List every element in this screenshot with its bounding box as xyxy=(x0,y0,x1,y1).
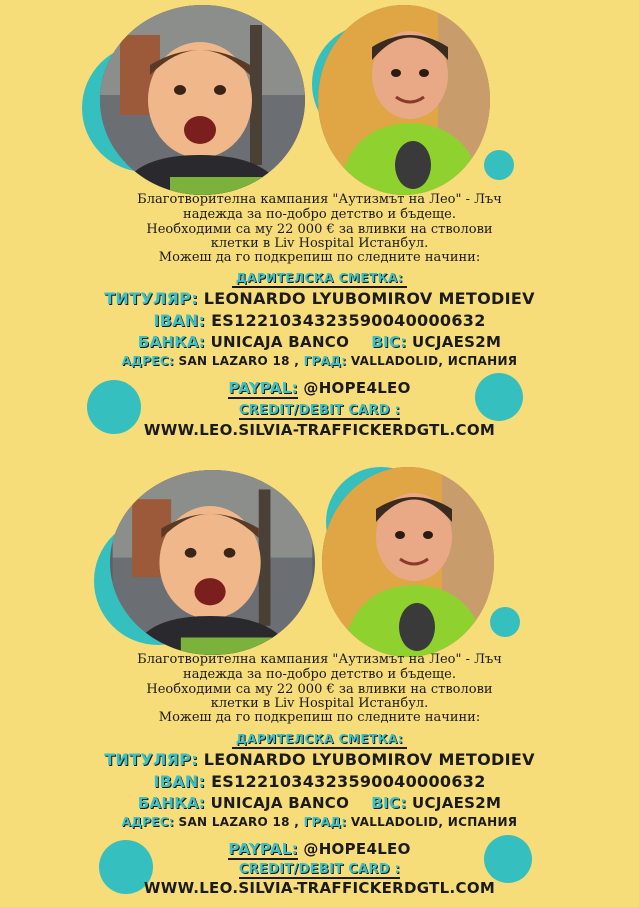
paypal-value[interactable]: @HOPE4LEO xyxy=(303,840,411,858)
city-value: VALLADOLID, ИСПАНИЯ xyxy=(350,815,518,829)
holder-label: ТИТУЛЯР: xyxy=(104,750,198,769)
iban-row xyxy=(0,311,639,330)
bic-value: UCJAES2M xyxy=(412,794,502,812)
card-row xyxy=(0,403,639,418)
paypal-label: PAYPAL: xyxy=(228,840,298,858)
city-label: ГРАД: xyxy=(303,815,347,829)
iban-value: ES1221034323590040000632 xyxy=(211,311,486,330)
card-label: CREDIT/DEBIT CARD : xyxy=(238,403,401,418)
holder-value: LEONARDO LYUBOMIROV METODIEV xyxy=(203,289,535,308)
photo-young-boy-image xyxy=(100,5,305,195)
holder-row xyxy=(0,289,639,308)
address-label: АДРЕС: xyxy=(121,354,175,368)
iban-value: ES1221034323590040000632 xyxy=(211,772,486,791)
campaign-intro-line: Необходими са му 22 000 € за вливки на стволови xyxy=(146,222,493,237)
photo-older-boy xyxy=(322,467,494,657)
address-row xyxy=(0,815,639,829)
iban-row xyxy=(0,772,639,791)
bank-row xyxy=(0,794,639,812)
photo-young-boy xyxy=(110,470,315,655)
website-link[interactable]: WWW.LEO.SILVIA-TRAFFICKERDGTL.COM xyxy=(143,421,496,439)
bank-value: UNICAJA BANCO xyxy=(210,333,350,351)
holder-value: LEONARDO LYUBOMIROV METODIEV xyxy=(203,750,535,769)
campaign-intro-line: Благотворителна кампания "Аутизмът на Лео" - Лъч xyxy=(137,652,502,667)
address-row xyxy=(0,354,639,368)
card-label: CREDIT/DEBIT CARD : xyxy=(238,862,401,877)
bic-value: UCJAES2M xyxy=(412,333,502,351)
website-row xyxy=(0,879,639,897)
photo-older-boy-image xyxy=(322,467,494,657)
flyer-bottom xyxy=(0,455,639,907)
bank-value: UNICAJA BANCO xyxy=(210,794,350,812)
account-header: ДАРИТЕЛСКА СМЕТКА: xyxy=(232,271,407,288)
paypal-label: PAYPAL: xyxy=(228,379,298,397)
decor-circle xyxy=(484,150,514,180)
paypal-value[interactable]: @HOPE4LEO xyxy=(303,379,411,397)
address-value: SAN LAZARO 18 , xyxy=(178,815,300,829)
address-label: АДРЕС: xyxy=(121,815,175,829)
card-row xyxy=(0,862,639,877)
account-header-row xyxy=(0,728,639,749)
city-value: VALLADOLID, ИСПАНИЯ xyxy=(350,354,518,368)
address-value: SAN LAZARO 18 , xyxy=(178,354,300,368)
campaign-intro-line: клетки в Liv Hospital Истанбул. xyxy=(210,696,429,711)
campaign-intro-line: Необходими са му 22 000 € за вливки на стволови xyxy=(146,682,493,697)
campaign-intro-line: надежда за по-добро детство и бъдеще. xyxy=(183,667,456,682)
paypal-row xyxy=(0,840,639,858)
photo-young-boy xyxy=(100,5,305,195)
holder-label: ТИТУЛЯР: xyxy=(104,289,198,308)
campaign-intro-line: клетки в Liv Hospital Истанбул. xyxy=(210,236,429,251)
campaign-intro-line: Можеш да го подкрепиш по следните начини: xyxy=(158,250,481,265)
bank-row xyxy=(0,333,639,351)
bic-label: BIC: xyxy=(371,333,407,351)
bank-label: БАНКА: xyxy=(137,794,206,812)
campaign-intro-line: Можеш да го подкрепиш по следните начини: xyxy=(158,710,481,725)
holder-row xyxy=(0,750,639,769)
website-link[interactable]: WWW.LEO.SILVIA-TRAFFICKERDGTL.COM xyxy=(143,879,496,897)
website-row xyxy=(0,421,639,439)
account-header: ДАРИТЕЛСКА СМЕТКА: xyxy=(232,732,407,749)
city-label: ГРАД: xyxy=(303,354,347,368)
bic-label: BIC: xyxy=(371,794,407,812)
bank-label: БАНКА: xyxy=(137,333,206,351)
iban-label: IBAN: xyxy=(153,311,206,330)
photo-older-boy xyxy=(318,5,490,195)
campaign-intro-line: Благотворителна кампания "Аутизмът на Лео" - Лъч xyxy=(137,192,502,207)
photo-young-boy-image xyxy=(110,470,315,655)
iban-label: IBAN: xyxy=(153,772,206,791)
campaign-intro-line: надежда за по-добро детство и бъдеще. xyxy=(183,207,456,222)
photo-older-boy-image xyxy=(318,5,490,195)
paypal-row xyxy=(0,379,639,397)
flyer-top xyxy=(0,0,639,452)
account-header-row xyxy=(0,267,639,288)
decor-circle xyxy=(490,607,520,637)
